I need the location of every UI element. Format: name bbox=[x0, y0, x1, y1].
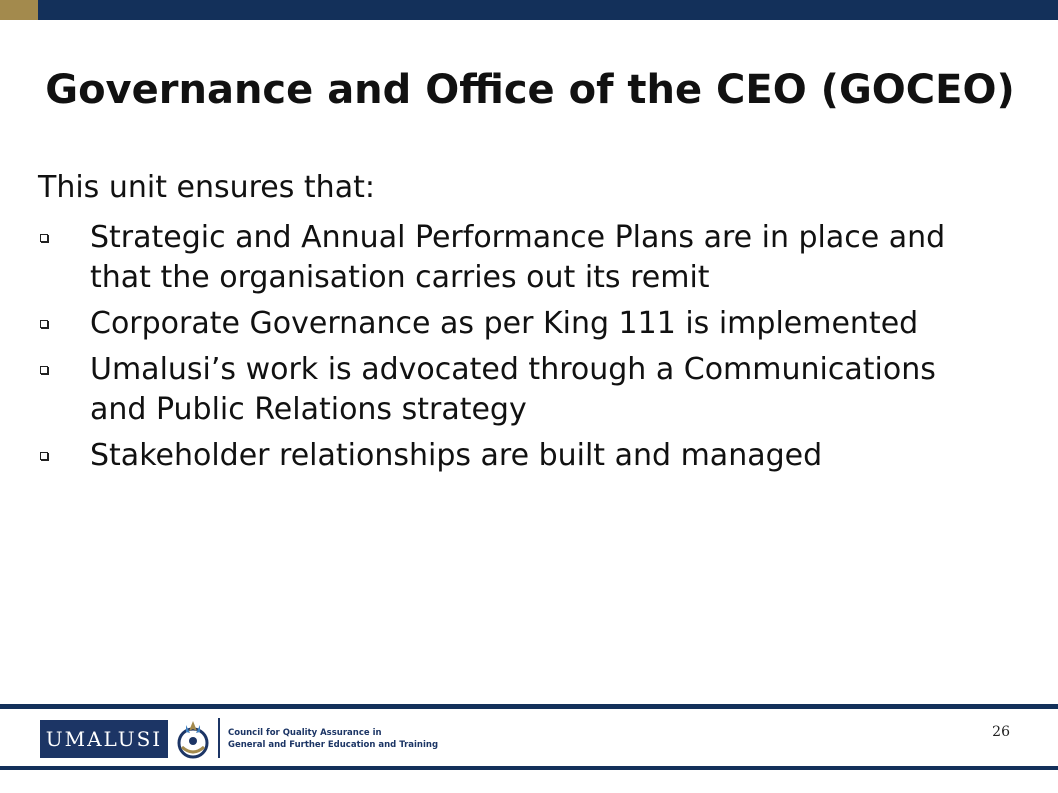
top-accent-block bbox=[0, 0, 38, 20]
top-header-bar bbox=[0, 0, 1058, 20]
bullet-item bbox=[38, 436, 998, 476]
bullet-item bbox=[38, 218, 998, 298]
bullet-list bbox=[38, 218, 998, 482]
bullet-text: Corporate Governance as per King 111 is implemented bbox=[90, 306, 919, 341]
hollow-square-icon bbox=[40, 234, 48, 242]
bullet-text: Umalusi’s work is advocated through a Communications and Public Relations strategy bbox=[90, 352, 936, 427]
bullet-item bbox=[38, 304, 998, 344]
bullet-item bbox=[38, 350, 998, 430]
footer-rule-bottom bbox=[0, 766, 1058, 770]
hollow-square-icon bbox=[40, 452, 48, 460]
umalusi-logo: UMALUSI bbox=[40, 720, 168, 758]
tagline-line-1: Council for Quality Assurance in bbox=[228, 728, 382, 738]
hollow-square-icon bbox=[40, 366, 48, 374]
logo-tagline bbox=[228, 727, 438, 751]
logo-divider bbox=[218, 718, 220, 758]
footer-rule-top bbox=[0, 704, 1058, 709]
bullet-text: Strategic and Annual Performance Plans are in place and that the organisation carries out its remit bbox=[90, 220, 946, 295]
hollow-square-icon bbox=[40, 320, 48, 328]
tagline-line-2: General and Further Education and Training bbox=[228, 740, 439, 750]
bullet-text: Stakeholder relationships are built and managed bbox=[90, 438, 823, 473]
slide-title: Governance and Office of the CEO (GOCEO) bbox=[45, 67, 1015, 113]
page-number: 26 bbox=[992, 724, 1010, 740]
umalusi-emblem-icon bbox=[172, 717, 214, 761]
intro-text: This unit ensures that: bbox=[38, 170, 375, 205]
